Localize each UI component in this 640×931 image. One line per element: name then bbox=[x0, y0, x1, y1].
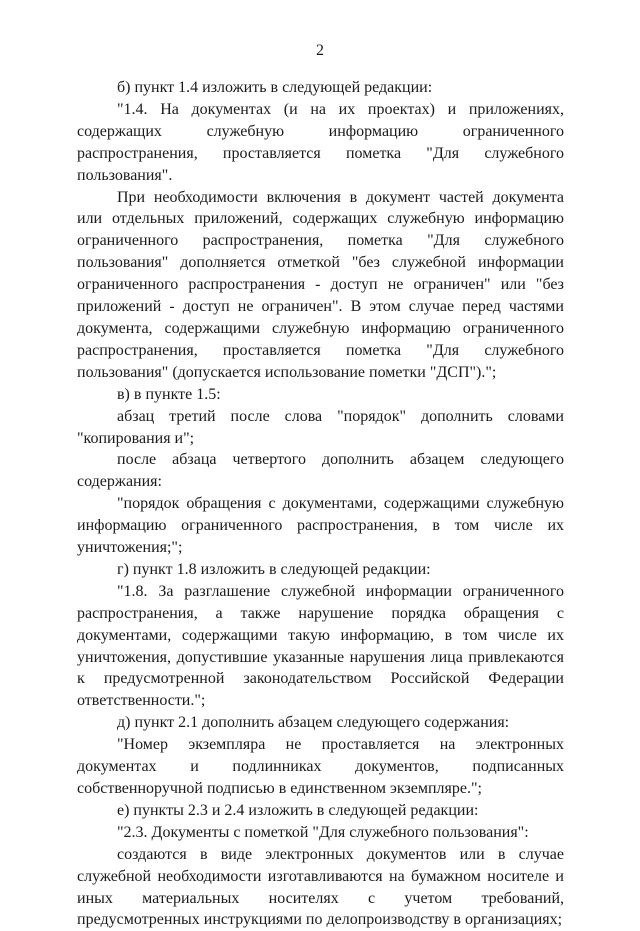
page-number: 2 bbox=[316, 42, 324, 59]
paragraph: создаются в виде электронных документов или в случае служебной необходимости изготавливаются на бумажном носителе и иных материальных носителях с учетом требований, предусмотренных инструкциями по делопроизводству в организациях; bbox=[77, 845, 564, 929]
document-body bbox=[77, 77, 564, 931]
paragraph: "порядок обращения с документами, содержащими служебную информацию ограниченного распространения, в том числе их уничтожения;"; bbox=[77, 495, 564, 557]
paragraph: после абзаца четвертого дополнить абзацем следующего содержания: bbox=[77, 451, 564, 491]
paragraph: "1.8. За разглашение служебной информации ограниченного распространения, а также нарушение порядка обращения с документами, содержащими такую информацию, в том числе их уничтожения, допустившие указанные нарушения лица привлекаются к предусмотренной законодательством Российской Федерации ответственности."; bbox=[77, 582, 564, 710]
paragraph: "1.4. На документах (и на их проектах) и приложениях, содержащих служебную информацию ограниченного распространения, проставляется пометка "Для служебного пользования". bbox=[77, 100, 564, 184]
paragraph: в) в пункте 1.5: bbox=[117, 385, 221, 403]
paragraph: "2.3. Документы с пометкой "Для служебного пользования": bbox=[117, 823, 529, 841]
paragraph: абзац третий после слова "порядок" дополнить словами "копирования и"; bbox=[77, 407, 564, 447]
paragraph: "Номер экземпляра не проставляется на электронных документах и подлинниках документов, подписанных собственноручной подписью в единственном экземпляре."; bbox=[77, 736, 564, 797]
paragraph: При необходимости включения в документ частей документа или отдельных приложений, содержащих служебную информацию ограниченного распространения, пометка "Для служебного пользования" дополняется отметкой "без служебной информации ограниченного распространения - доступ не ограничен" или "без приложений - доступ не ограничен". В этом случае перед частями документа, содержащими служебную информацию ограниченного распространения, проставляется пометка "Для служебного пользования" (допускается использование пометки "ДСП")."; bbox=[77, 188, 564, 381]
paragraph: г) пункт 1.8 изложить в следующей редакции: bbox=[117, 560, 431, 578]
paragraph: б) пункт 1.4 изложить в следующей редакции: bbox=[117, 79, 433, 96]
paragraph: д) пункт 2.1 дополнить абзацем следующего содержания: bbox=[117, 714, 510, 732]
paragraph: е) пункты 2.3 и 2.4 изложить в следующей редакции: bbox=[117, 801, 479, 819]
